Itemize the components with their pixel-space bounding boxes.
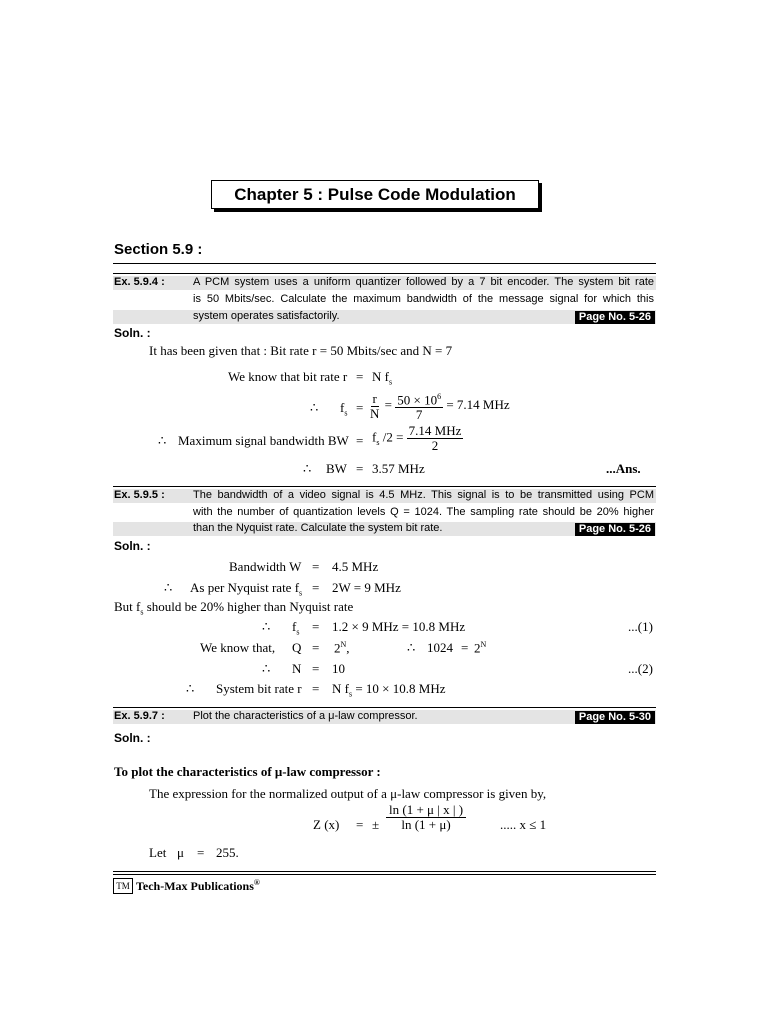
therefore-symbol: ∴ bbox=[262, 619, 271, 634]
ex594-question-line3: system operates satisfactorily. bbox=[193, 310, 340, 322]
ex594-top-rule bbox=[113, 273, 656, 274]
section-title: Section 5.9 : bbox=[114, 241, 203, 258]
ex595-fs-eq: = bbox=[312, 619, 320, 634]
ex594-bw-lhs: BW bbox=[326, 461, 347, 476]
ex595-wk-lhs: We know that, bbox=[200, 640, 276, 655]
therefore-symbol: ∴ bbox=[158, 433, 167, 448]
ex595-q-rhs: $2^N$, bbox=[334, 640, 350, 656]
therefore-symbol: ∴ bbox=[186, 681, 195, 696]
therefore-symbol: ∴ bbox=[262, 661, 271, 676]
ex597-expr-text: The expression for the normalized output of a μ-law compressor is given by, bbox=[149, 786, 547, 801]
ex597-label: Ex. 5.9.7 : bbox=[114, 710, 165, 722]
ex595-q2-lhs: 1024 bbox=[427, 640, 453, 655]
ex595-question-line3: than the Nyquist rate. Calculate the system bit rate. bbox=[193, 522, 443, 534]
ex594-maxbw-lhs: Maximum signal bandwidth BW bbox=[178, 433, 349, 448]
ex594-given: It has been given that : Bit rate r = 50 Mbits/sec and N = 7 bbox=[149, 343, 453, 358]
ex595-ref2: ...(2) bbox=[628, 661, 653, 676]
ex594-know-rhs: N $f_s$ bbox=[372, 369, 393, 387]
ex595-q2-eq: = bbox=[461, 640, 469, 655]
ex595-top-rule bbox=[113, 486, 656, 487]
ex594-soln-label: Soln. : bbox=[114, 326, 151, 340]
ex597-z-fraction: $\frac{\ln (1 + \mu | x | )}{\ln (1 + \mu)}$ bbox=[386, 803, 466, 832]
ex595-n-eq: = bbox=[312, 661, 320, 676]
chapter-title: Chapter 5 : Pulse Code Modulation bbox=[211, 180, 539, 209]
ex594-maxbw-eq: = bbox=[356, 433, 364, 448]
ex594-maxbw-rhs: $f_s$ /2 = $\frac{\text{7.14 MHz}}{2}$ bbox=[372, 423, 462, 453]
ex597-heading: To plot the characteristics of μ-law compressor : bbox=[114, 764, 381, 779]
ex595-ref1: ...(1) bbox=[628, 619, 653, 634]
ex597-page-badge: Page No. 5-30 bbox=[575, 711, 655, 724]
ex597-z-pm: ± bbox=[372, 817, 380, 832]
ex595-bw-eq: = bbox=[312, 559, 320, 574]
ex594-bw-eq: = bbox=[356, 461, 364, 476]
ex595-q-eq: = bbox=[312, 640, 320, 655]
ex597-z-lhs: Z (x) bbox=[313, 817, 340, 832]
ex595-sbr-eq: = bbox=[312, 681, 320, 696]
ex595-soln-label: Soln. : bbox=[114, 539, 151, 553]
ex594-answer-marker: ...Ans. bbox=[606, 461, 641, 476]
ex595-sbr-lhs: System bit rate r bbox=[216, 681, 302, 696]
ex595-sbr-rhs: N $f_s = 10 \times 10.8$ MHz bbox=[332, 681, 446, 699]
ex595-nyq-rhs: 2W = 9 MHz bbox=[332, 580, 401, 595]
therefore-symbol: ∴ bbox=[164, 580, 173, 595]
section-divider bbox=[113, 263, 656, 264]
ex595-nyq-eq: = bbox=[312, 580, 320, 595]
ex594-know-lhs: We know that bit rate r bbox=[228, 369, 348, 384]
ex597-let-val: 255. bbox=[216, 845, 239, 860]
ex594-bw-rhs: 3.57 MHz bbox=[372, 461, 425, 476]
ex597-question-line1: Plot the characteristics of a μ-law compressor. bbox=[193, 710, 418, 722]
ex594-know-eq: = bbox=[356, 369, 364, 384]
footer-rule-1 bbox=[113, 871, 656, 872]
ex597-top-rule bbox=[113, 707, 656, 708]
ex594-label: Ex. 5.9.4 : bbox=[114, 276, 165, 288]
ex595-fs-lhs: $f_s$ bbox=[292, 619, 300, 637]
ex595-nyq-lhs: As per Nyquist rate $f_s$ bbox=[190, 580, 303, 598]
ex595-bw-rhs: 4.5 MHz bbox=[332, 559, 379, 574]
ex597-let: Let bbox=[149, 845, 167, 860]
ex595-question-line1: The bandwidth of a video signal is 4.5 MHz. This signal is to be transmitted using PCM bbox=[193, 489, 654, 501]
therefore-symbol: ∴ bbox=[407, 640, 416, 655]
ex594-fs-eq: = bbox=[356, 400, 364, 415]
ex595-q-lhs: Q bbox=[292, 640, 302, 655]
ex594-fs-lhs: $f_s$ bbox=[340, 400, 348, 418]
ex597-z-condition: ..... x ≤ 1 bbox=[500, 817, 547, 832]
ex595-fs-rhs: 1.2 × 9 MHz = 10.8 MHz bbox=[332, 619, 466, 634]
ex597-soln-label: Soln. : bbox=[114, 731, 151, 745]
ex594-page-badge: Page No. 5-26 bbox=[575, 311, 655, 324]
ex597-z-eq: = bbox=[356, 817, 364, 832]
ex594-question-line2: is 50 Mbits/sec. Calculate the maximum bandwidth of the message signal for which this bbox=[193, 293, 654, 305]
ex597-let-eq: = bbox=[197, 845, 205, 860]
ex595-question-line2: with the number of quantization levels Q = 1024. The sampling rate should be 20% higher bbox=[193, 506, 654, 518]
ex597-let-mu: μ bbox=[177, 845, 184, 860]
publisher-name: Tech-Max Publications® bbox=[136, 878, 260, 893]
ex595-bw-lhs: Bandwidth W bbox=[229, 559, 302, 574]
therefore-symbol: ∴ bbox=[303, 461, 312, 476]
ex595-label: Ex. 5.9.5 : bbox=[114, 489, 165, 501]
ex595-but-line: But $f_s$ should be 20% higher than Nyquist rate bbox=[114, 599, 354, 617]
ex595-page-badge: Page No. 5-26 bbox=[575, 523, 655, 536]
ex594-question-line1: A PCM system uses a uniform quantizer followed by a 7 bit encoder. The system bit rate bbox=[193, 276, 654, 288]
footer-rule-2 bbox=[113, 874, 656, 875]
ex595-n-lhs: N bbox=[292, 661, 302, 676]
ex594-fs-fraction: $\frac{r}{N}$ = $\frac{50 \times 10^6}{7}$ = 7.14 MHz bbox=[370, 390, 510, 423]
ex595-n-rhs: 10 bbox=[332, 661, 345, 676]
publisher-logo-icon: TM bbox=[113, 878, 133, 894]
therefore-symbol: ∴ bbox=[310, 400, 319, 415]
ex595-q2-rhs: $2^N$ bbox=[474, 640, 487, 656]
